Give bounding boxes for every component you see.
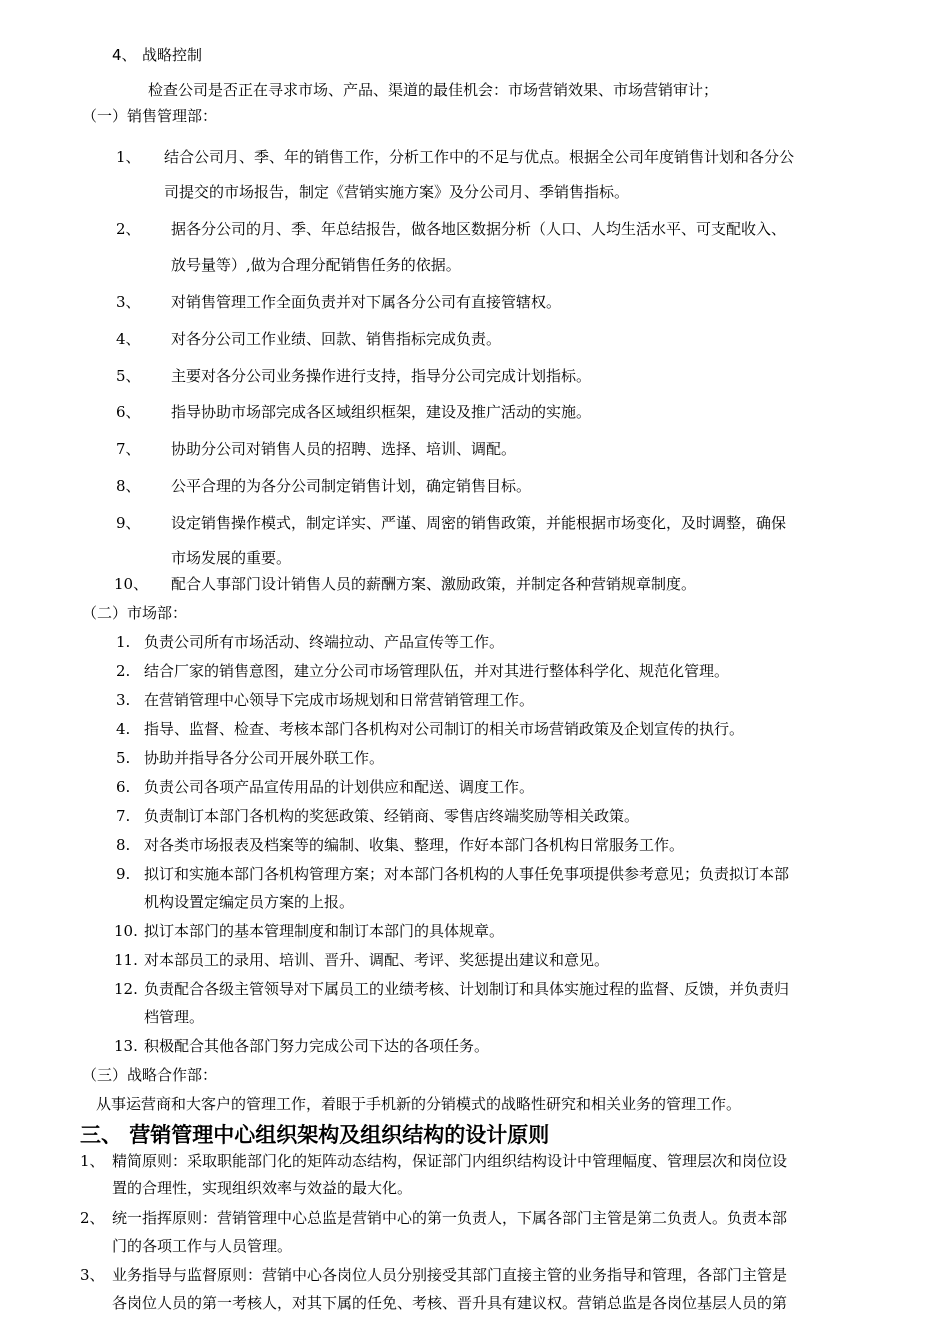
market-item-number: 13. [114, 1037, 138, 1055]
market-item-number: 6. [116, 778, 131, 796]
market-item-line: 负责公司各项产品宣传用品的计划供应和配送、调度工作。 [144, 778, 535, 796]
market-item-line: 结合厂家的销售意图，建立分公司市场管理队伍，并对其进行整体科学化、规范化管理。 [144, 662, 730, 680]
market-item-line: 机构设置定编定员方案的上报。 [144, 893, 355, 911]
sales-item-number: 7、 [116, 440, 141, 458]
principle-line: 统一指挥原则：营销管理中心总监是营销中心的第一负责人，下属各部门主管是第二负责人。负责本部 [112, 1209, 788, 1227]
market-item-number: 4. [116, 720, 131, 738]
market-item-line: 档管理。 [144, 1008, 205, 1026]
sales-item-line: 协助分公司对销售人员的招聘、选择、培训、调配。 [171, 440, 517, 458]
market-item-number: 1. [116, 633, 131, 651]
market-item-number: 11. [114, 951, 138, 969]
market-item-line: 协助并指导各分公司开展外联工作。 [144, 749, 385, 767]
strategic-section-title: （三）战略合作部： [82, 1066, 218, 1084]
principle-number: 2、 [80, 1209, 105, 1227]
sales-item-line: 司提交的市场报告，制定《营销实施方案》及分公司月、季销售指标。 [164, 183, 630, 201]
principle-line: 门的各项工作与人员管理。 [112, 1237, 293, 1255]
market-item-line: 负责配合各级主管领导对下属员工的业绩考核、计划制订和具体实施过程的监督、反馈，并负责归 [144, 980, 790, 998]
market-item-number: 3. [116, 691, 131, 709]
principle-line: 置的合理性，实现组织效率与效益的最大化。 [112, 1179, 413, 1197]
market-item-number: 7. [116, 807, 131, 825]
sales-item-number: 8、 [116, 477, 141, 495]
principle-number: 3、 [80, 1266, 105, 1284]
sales-item-number: 9、 [116, 514, 141, 532]
principle-line: 业务指导与监督原则：营销中心各岗位人员分别接受其部门直接主管的业务指导和管理，各部门主管是 [112, 1266, 788, 1284]
sales-item-number: 1、 [116, 148, 141, 166]
market-item-line: 在营销管理中心领导下完成市场规划和日常营销管理工作。 [144, 691, 535, 709]
sales-section-title: （一）销售管理部： [82, 107, 218, 125]
market-item-number: 10. [114, 922, 138, 940]
market-item-number: 2. [116, 662, 131, 680]
market-item-line: 对本部员工的录用、培训、晋升、调配、考评、奖惩提出建议和意见。 [144, 951, 610, 969]
strategy-line: 检查公司是否正在寻求市场、产品、渠道的最佳机会：市场营销效果、市场营销审计； [148, 81, 719, 99]
sales-item-number: 10、 [114, 575, 149, 593]
sales-item-line: 放号量等）,做为合理分配销售任务的依据。 [171, 256, 461, 274]
sales-item-line: 设定销售操作模式，制定详实、严谨、周密的销售政策，并能根据市场变化，及时调整，确保 [171, 514, 787, 532]
sales-item-line: 结合公司月、季、年的销售工作，分析工作中的不足与优点。根据全公司年度销售计划和各分公 [164, 148, 795, 166]
market-item-number: 12. [114, 980, 138, 998]
market-item-number: 5. [116, 749, 131, 767]
market-item-line: 拟订本部门的基本管理制度和制订本部门的具体规章。 [144, 922, 505, 940]
heading-4-title: 战略控制 [142, 46, 203, 64]
sales-item-number: 6、 [116, 403, 141, 421]
sales-item-line: 指导协助市场部完成各区域组织框架，建设及推广活动的实施。 [171, 403, 592, 421]
strategic-text: 从事运营商和大客户的管理工作，着眼于手机新的分销模式的战略性研究和相关业务的管理工作。 [96, 1095, 742, 1113]
market-item-line: 对各类市场报表及档案等的编制、收集、整理，作好本部门各机构日常服务工作。 [144, 836, 685, 854]
section-3-heading: 三、 营销管理中心组织架构及组织结构的设计原则 [80, 1123, 550, 1147]
sales-item-line: 对销售管理工作全面负责并对下属各分公司有直接管辖权。 [171, 293, 562, 311]
principle-line: 精简原则：采取职能部门化的矩阵动态结构，保证部门内组织结构设计中管理幅度、管理层次和岗位设 [112, 1152, 788, 1170]
sales-item-number: 5、 [116, 367, 141, 385]
market-item-number: 9. [116, 865, 131, 883]
market-item-line: 指导、监督、检查、考核本部门各机构对公司制订的相关市场营销政策及企划宣传的执行。 [144, 720, 745, 738]
sales-item-number: 3、 [116, 293, 141, 311]
sales-item-line: 公平合理的为各分公司制定销售计划，确定销售目标。 [171, 477, 532, 495]
sales-item-number: 4、 [116, 330, 141, 348]
principle-number: 1、 [80, 1152, 105, 1170]
sales-item-line: 配合人事部门设计销售人员的薪酬方案、激励政策，并制定各种营销规章制度。 [171, 575, 697, 593]
market-item-number: 8. [116, 836, 131, 854]
sales-item-line: 对各分公司工作业绩、回款、销售指标完成负责。 [171, 330, 502, 348]
market-section-title: （二）市场部： [82, 604, 188, 622]
market-item-line: 负责公司所有市场活动、终端拉动、产品宣传等工作。 [144, 633, 505, 651]
principle-line: 各岗位人员的第一考核人，对其下属的任免、考核、晋升具有建议权。营销总监是各岗位基层人员的第 [112, 1294, 788, 1312]
market-item-line: 拟订和实施本部门各机构管理方案；对本部门各机构的人事任免事项提供参考意见；负责拟订本部 [144, 865, 790, 883]
sales-item-line: 主要对各分公司业务操作进行支持，指导分公司完成计划指标。 [171, 367, 592, 385]
heading-4-number: 4、 [112, 46, 137, 64]
sales-item-number: 2、 [116, 220, 141, 238]
market-item-line: 负责制订本部门各机构的奖惩政策、经销商、零售店终端奖励等相关政策。 [144, 807, 640, 825]
sales-item-line: 据各分公司的月、季、年总结报告，做各地区数据分析（人口、人均生活水平、可支配收入、 [171, 220, 787, 238]
market-item-line: 积极配合其他各部门努力完成公司下达的各项任务。 [144, 1037, 490, 1055]
sales-item-line: 市场发展的重要。 [171, 549, 292, 567]
